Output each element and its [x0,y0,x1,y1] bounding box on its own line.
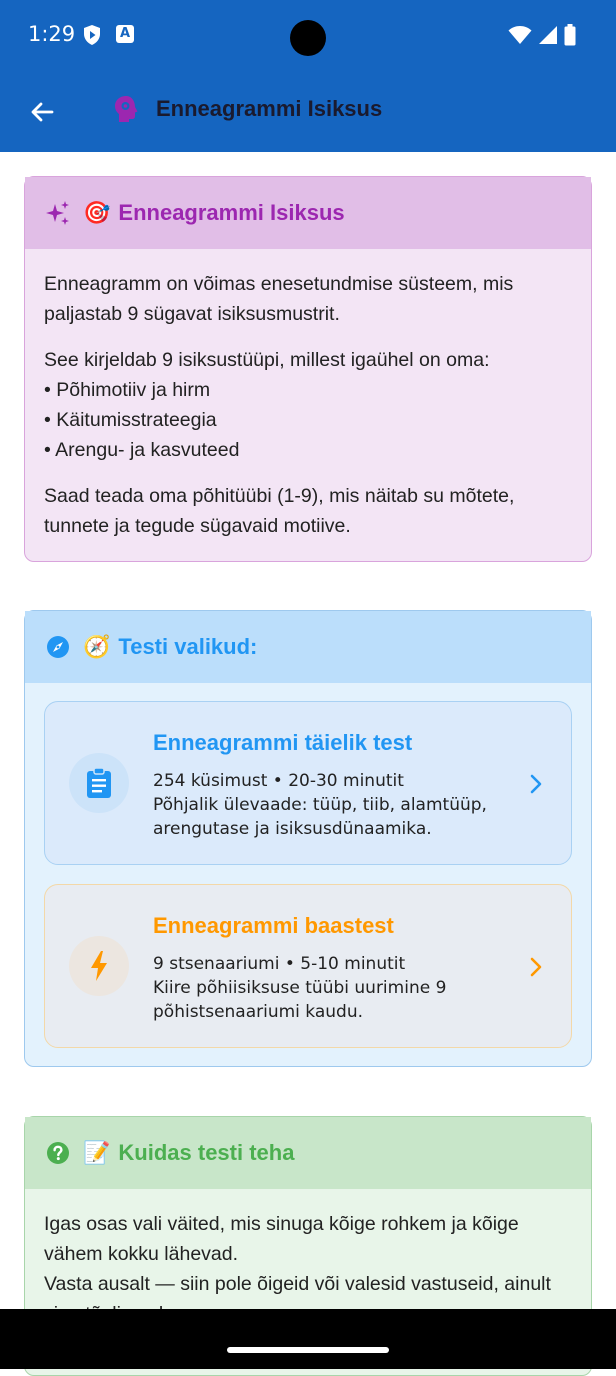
status-bar [0,0,616,72]
full-test-option[interactable] [44,701,572,865]
back-arrow-icon[interactable] [22,92,62,132]
battery-icon [564,24,576,46]
intro-card-title: Enneagrammi Isiksus [118,200,345,225]
status-icons [508,24,576,46]
basic-test-details [153,952,513,1024]
choices-card-header [25,611,591,683]
assignment-icon [69,753,129,813]
intro-paragraph: Saad teada oma põhitüübi (1-9), mis näitab su mõtete, tunnete ja tegude sügavaid motiive. [44,485,515,537]
choices-card-title: Testi valikud: [118,634,258,659]
chevron-right-icon [523,955,547,979]
intro-bullet: • Arengu- ja kasvuteed [44,439,240,461]
intro-card-body [25,249,591,561]
intro-list-lead: See kirjeldab 9 isiksustüüpi, millest igaühel on oma: [44,349,490,371]
wifi-icon [508,25,532,45]
full-test-meta: 254 küsimust • 20-30 minutit [153,771,404,791]
intro-bullet: • Käitumisstrateegia [44,409,217,431]
compass-emoji: 🧭 [83,634,111,660]
intro-paragraph-list [44,345,572,465]
compass-icon [45,634,71,660]
chevron-right-icon [523,772,547,796]
target-emoji: 🎯 [83,200,111,226]
basic-test-description: Kiire põhiisiksuse tüübi uurimine 9 põhistsenaariumi kaudu. [153,978,447,1022]
app-bar [0,72,616,152]
basic-test-meta: 9 stsenaariumi • 5-10 minutit [153,954,406,974]
psychology-icon [113,94,139,124]
full-test-description: Põhjalik ülevaade: tüüp, tiib, alamtüüp, arengutase ja isiksusdünaamika. [153,795,487,839]
full-test-details [153,769,513,841]
howto-card-header [25,1117,591,1189]
play-protect-icon [82,24,102,46]
sparkle-icon [45,200,71,226]
signal-icon [538,25,558,45]
accessibility-notification-icon: A [116,25,134,43]
howto-line: Vasta ausalt — siin pole õigeid või valesid vastuseid, ainult [44,1273,551,1295]
scroll-content[interactable] [0,152,616,1309]
choices-list [25,683,591,1066]
help-icon [45,1140,71,1166]
status-time: 1:29 [28,22,76,46]
home-indicator[interactable] [227,1347,389,1353]
howto-card-title: Kuidas testi teha [118,1140,295,1165]
test-choices-card [24,610,592,1067]
intro-bullet: • Põhimotiiv ja hirm [44,379,211,401]
intro-card-header [25,177,591,249]
bolt-icon [69,936,129,996]
intro-paragraph: Enneagramm on võimas enesetundmise süsteem, mis paljastab 9 sügavat isiksusmustrit. [44,273,514,325]
navigation-bar [0,1309,616,1369]
intro-card [24,176,592,562]
memo-emoji: 📝 [83,1140,111,1166]
basic-test-option[interactable] [44,884,572,1048]
basic-test-title: Enneagrammi baastest [153,913,394,938]
howto-line: Igas osas vali väited, mis sinuga kõige rohkem ja kõige vähem kokku lähevad. [44,1213,519,1265]
full-test-title: Enneagrammi täielik test [153,730,413,755]
page-title: Enneagrammi Isiksus [156,96,383,121]
camera-cutout [290,20,326,56]
